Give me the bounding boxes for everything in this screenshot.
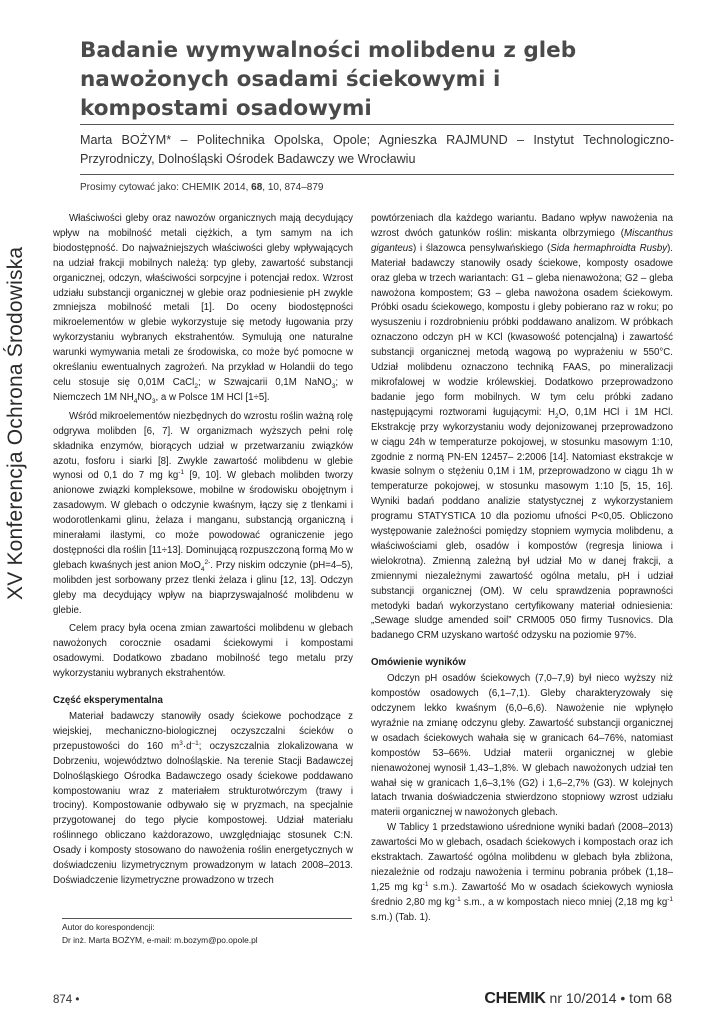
- title-divider: [80, 124, 674, 125]
- journal-brand: CHEMIK: [484, 990, 546, 1007]
- experimental-heading: Część eksperymentalna: [53, 695, 163, 707]
- results-heading: Omówienie wyników: [371, 657, 466, 669]
- correspondence-note: [62, 918, 352, 946]
- authors-divider: [80, 174, 674, 175]
- citation-line: Prosimy cytować jako: CHEMIK 2014, 68, 10, 874–879: [80, 182, 324, 193]
- conference-name: XV Konferencja Ochrona Środowiska: [4, 246, 27, 600]
- left-column: [53, 212, 353, 889]
- correspondence-label: Autor do korespondencji:: [62, 922, 155, 932]
- method-paragraph: powtórzeniach dla każdego wariantu. Badano wpływ nawożenia na wzrost dwóch gatunków roślin: miskanta olbrzymiego (Miscanthus giganteus) i ślazowca pensylwańskiego (Sida hermaphroidta Rusby). Materiał badawczy stanowiły osady ściekowe, komposty osadowe oraz gleba w trzech wariantach: G1 – gleba nienawożona; G2 – gleba nawożona kompostem; G3 – gleba nawożona osadem ściekowym. Próbki osadu ściekowego, kompostu i gleby pobierano raz w roku; po wysuszeniu i rozdrobnieniu próbki poddawano analizom. W próbkach oznaczono odczyn pH w KCl (kwasowość potencjalną) i zawartość substancji organicznej metodą wagową po wyprażeniu w 550°C. Udział molibdenu oznaczono techniką FAAS, po mineralizacji mikrofalowej w wodzie królewskiej. Dodatkowo przeprowadzono badanie jego form mobilnych. W tym celu próbki zadano następującymi roztworami ługującymi: $H_2O$, 0,1M HCl i 1M HCl. Ekstrakcję przy wykorzystaniu wody dejonizowanej przeprowadzono w ciągu 24h w temperaturze pokojowej, w stosunku masowym 1:10, zgodnie z normą PN-EN 12457– 2:2006 [14]. Natomiast ekstrakcje w kwasie solnym o stężeniu 0,1M i 1M, przeprowadzono w ciągu 1h w temperaturze pokojowej, w stosunku masowym 1:10 [5, 15, 16]. Wyniki badań poddano analizie statystycznej z wykorzystaniem programu STATYSTICA 10 dla poziomu ufności P<0,05. Obliczono występowanie zależności pomiędzy stopniem wymycia molibdenu, a właściwościami gleb, osadów i kompostów (regresja liniowa i wielokrotna). Zmienną zależną był udział Mo w danej frakcji, a zmiennymi niezależnymi zawartość ogólna metalu, pH i udział substancji organicznej (OM). W celu sprawdzenia poprawności metodyki badań wykorzystano certyfikowany materiał odniesienia: „Sewage sludge amended soil” CRM005 050 firmy Tusnovics. Dla badanego CRM uzyskano wartość odzysku na poziomie 97%.: [371, 213, 674, 642]
- right-column: [371, 212, 673, 926]
- molybdenum-paragraph: Wśród mikroelementów niezbędnych do wzrostu roślin ważną rolę odgrywa molibden [6, 7]. W organizmach wyższych pełni rolę składnika enzymów, biorących udział w przetwarzaniu związków azotu, fosforu i siarki [8]. Zwykle zawartość molibdenu w glebie wynosi od 0,1 do 7 mg $kg^{-1}$ [9, 10]. W glebach molibden tworzy anionowe związki kompleksowe, mobilne w środowisku obojętnym i zasadowym. W glebach o odczynie kwaśnym, łączy się z tlenkami i wodorotlenkami glinu, żelaza i manganu, substancją organiczną i minerałami ilastymi, co może powodować ograniczenie jego dostępności dla roślin [11÷13]. Dominującą rozpuszczoną formą Mo w glebach kwaśnych jest anion MoO$_4^{2-}$. Przy niskim odczynie (pH=4–5), molibden jest sorbowany przez tlenki żelaza i glinu [12, 13]. Odczyn gleby ma decydujący wpływ na biaprzyswajalność molibdenu w glebie.: [53, 410, 353, 616]
- article-title: Badanie wymywalności molibdenu z gleb nawożonych osadami ściekowymi i kompostami osadowymi: [80, 38, 577, 121]
- page-number: 874 •: [53, 994, 80, 1006]
- authors-line: Marta BOŻYM* – Politechnika Opolska, Opole; Agnieszka RAJMUND – Instytut Technologiczno-Przyrodniczy, Dolnośląski Ośrodek Badawczy we Wrocławiu: [80, 133, 674, 166]
- intro-paragraph: Właściwości gleby oraz nawozów organicznych mają decydujący wpływ na mobilność metali ciężkich, a tym samym na ich biodostępność. Do najważniejszych właściwości gleby wpływających na udział frakcji mobilnych należą: typ gleby, zawartość substancji organicznej, odczyn, właściwości sorpcyjne i potencjał redox. Wzrost udziału substancji organicznej w glebie oraz podniesienie pH zwykle zmniejsza mobilność metali [1]. Do oceny biodostępności mikroelementów w glebie wykorzystuje się metody ługowania przy wykorzystaniu wybranych ekstrahentów. Symulują one naturalne warunki wymywania metali ze środowiska, co może być pomocne w określaniu ewentualnych zagrożeń. Na przykład w Holandii do tego celu stosuje się 0,01M CaCl$_2$; w Szwajcarii 0,1M NaNO$_3$; w Niemczech 1M $NH_4NO_3$, a w Polsce 1M HCl [1÷5].: [53, 213, 353, 405]
- conference-sidebar: [4, 40, 38, 600]
- correspondence-contact: Dr inż. Marta BOŻYM, e-mail: m.bozym@po.opole.pl: [62, 934, 258, 945]
- table-summary-paragraph: W Tablicy 1 przedstawiono uśrednione wyniki badań (2008–2013) zawartości Mo w glebach, osadach ściekowych i kompostach oraz ich ekstraktach. Zawartość ogólna molibdenu w glebach była zbliżona, niezależnie od rodzaju nawożenia i terminu pobrania próbek (1,18–1,25 mg $kg^{-1}$ s.m.). Zawartość Mo w osadach ściekowych wyniosła średnio 2,80 mg $kg^{-1}$ s.m., a w kompostach nieco mniej (2,18 mg $kg^{-1}$ s.m.) (Tab. 1).: [371, 822, 673, 923]
- aim-paragraph: Celem pracy była ocena zmian zawartości molibdenu w glebach nawożonych corocznie osadami ściekowymi i kompostami osadowymi. Dodatkowo zbadano mobilność tego metalu przy wykorzystaniu wybranych ekstrahentów.: [53, 623, 353, 680]
- material-paragraph: Materiał badawczy stanowiły osady ściekowe pochodzące z wiejskiej, mechaniczno-biologicznej oczyszczalni ścieków o przepustowości do 160 $m^3\cdot d^{-1}$; oczyszczalnia zlokalizowana w Dobrzeniu, województwo dolnośląskie. Na terenie Stacji Badawczej Dolnośląskiego Ośrodka Badawczego osady ściekowe poddawano kompostowaniu wraz z materiałem strukturotwórczym (trawy i trociny). Kompostowanie odbywało się w pryzmach, na specjalnie przygotowanej do tego płycie kompostowej. Udział materiału roślinnego obliczano każdorazowo, uwzględniając stosunek C:N. Osady i komposty stosowano do nawożenia roślin energetycznych w doświadczeniu lizymetrycznym prowadzonym w latach 2008–2013. Doświadczenie lizymetryczne prowadzono w trzech: [53, 711, 353, 886]
- results-paragraph: Odczyn pH osadów ściekowych (7,0–7,9) był nieco wyższy niż kompostów osadowych (6,1–7,1). Gleby charakteryzowały się odczynem lekko kwaśnym (6,0–6,6). Nawożenie nie wpłynęło wyraźnie na zmianę odczynu gleby. Zawartość substancji organicznej w osadach ściekowych wahała się w granicach 64–76%, natomiast kompostów 53–66%. Udział materii organicznej w glebie nienawożonej wynosił 1,43–1,8%. W glebach nawożonych udział ten wahał się w granicach 1,6–3,1% (G2) i 1,6–2,7% (G3). W kolejnych latach trwania doświadczenia stwierdzono stopniowy wzrost udziału materii organicznej w nawożonych glebach.: [371, 673, 673, 819]
- journal-footer: [484, 990, 672, 1008]
- journal-issue: nr 10/2014 • tom 68: [545, 990, 672, 1006]
